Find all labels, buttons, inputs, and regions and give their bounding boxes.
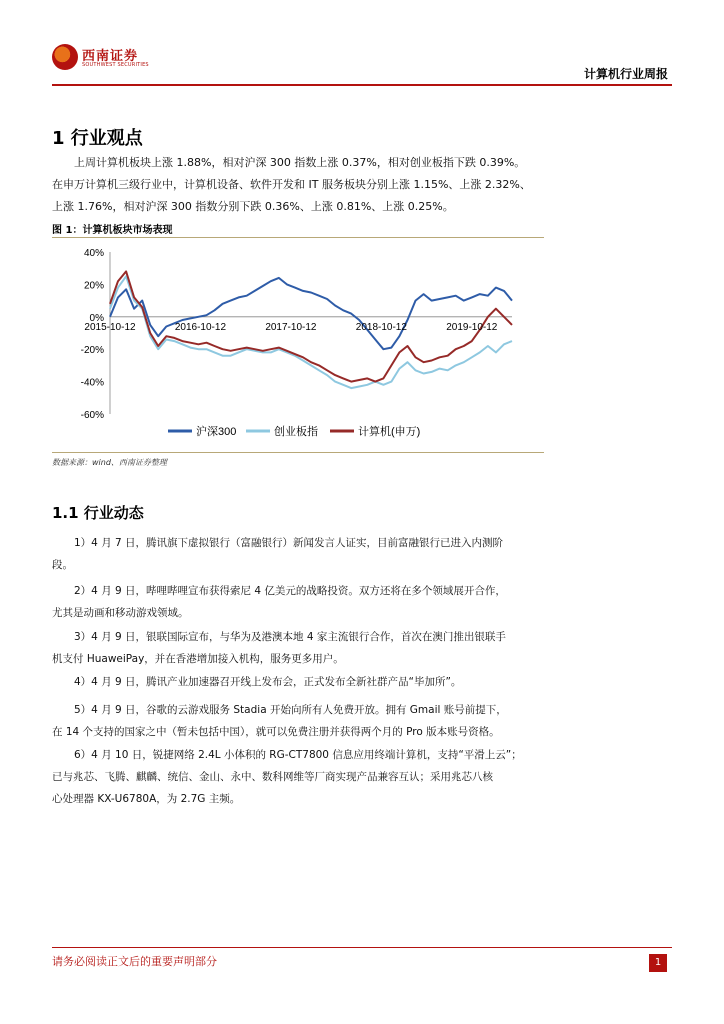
news-item <box>52 699 672 743</box>
news-line: 尤其是动画和移动游戏领域。 <box>52 607 189 619</box>
news-line: 2）4 月 9 日，哔哩哔哩宣布获得索尼 4 亿美元的战略投资。双方还将在多个领域展开合作， <box>74 585 506 597</box>
page-number: 1 <box>649 954 667 972</box>
figure-source: 数据来源：wind、西南证券整理 <box>52 458 167 467</box>
legend-label: 创业板指 <box>274 426 318 438</box>
y-tick-label: -60% <box>80 410 104 421</box>
y-tick-label: 20% <box>83 280 104 292</box>
news-line: 机支付 HuaweiPay，并在香港增加接入机构，服务更多用户。 <box>52 653 344 665</box>
y-tick-label: 40% <box>83 248 104 259</box>
logo-emblem-icon <box>52 44 78 70</box>
news-item <box>52 532 672 576</box>
x-tick-label: 2015-10-12 <box>84 321 136 333</box>
market-performance-chart <box>52 238 544 450</box>
x-tick-label: 2019-10-12 <box>446 321 498 333</box>
figure-caption: 图 1：计算机板块市场表现 <box>52 225 173 236</box>
news-line: 1）4 月 7 日，腾讯旗下虚拟银行（富融银行）新闻发言人证实，目前富融银行已进入内测阶 <box>74 537 504 549</box>
logo-chinese-name: 西南证券 <box>82 49 139 64</box>
x-tick-label: 2018-10-12 <box>355 321 407 333</box>
section-paragraph <box>52 152 672 218</box>
news-line: 3）4 月 9 日，银联国际宣布，与华为及港澳本地 4 家主流银行合作，首次在澳门推出银联手 <box>74 631 506 643</box>
footer-divider <box>52 947 672 948</box>
logo-english-name: SOUTHWEST SECURITIES <box>82 62 149 68</box>
news-item <box>52 626 672 670</box>
report-title: 计算机行业周报 <box>583 67 668 81</box>
y-tick-label: -20% <box>80 345 104 357</box>
figure-bottom-rule <box>52 452 544 453</box>
y-tick-label: 0% <box>89 312 104 324</box>
news-line: 5）4 月 9 日，谷歌的云游戏服务 Stadia 开始向所有人免费开放。拥有 Gmail 账号前提下， <box>74 704 507 716</box>
paragraph-line: 上涨 1.76%，相对沪深 300 指数分别下跌 0.36%、上涨 0.81%、上涨 0.25%。 <box>52 200 454 213</box>
news-line: 已与兆芯、飞腾、麒麟、统信、金山、永中、数科网维等厂商实现产品兼容互认；采用兆芯八核 <box>52 771 493 783</box>
news-item <box>52 744 672 810</box>
legend-label: 沪深300 <box>196 426 237 438</box>
paragraph-line: 在申万计算机三级行业中，计算机设备、软件开发和 IT 服务板块分别上涨 1.15%、上涨 2.32%、 <box>52 178 531 191</box>
section-heading: 1 行业观点 <box>52 128 143 149</box>
news-line: 心处理器 KX-U6780A，为 2.7G 主频。 <box>52 793 241 805</box>
series-line <box>110 278 512 349</box>
paragraph-line: 上周计算机板块上涨 1.88%，相对沪深 300 指数上涨 0.37%，相对创业板指下跌 0.39%。 <box>74 156 526 169</box>
news-line: 6）4 月 10 日，锐捷网络 2.4L 小体积的 RG-CT7800 信息应用终端计算机，支持“平滑上云”； <box>74 749 522 761</box>
news-line: 在 14 个支持的国家之中（暂未包括中国），就可以免费注册并获得两个月的 Pro 版本账号资格。 <box>52 726 500 738</box>
subsection-heading: 1.1 行业动态 <box>52 504 144 522</box>
company-logo <box>52 44 164 74</box>
news-item <box>52 671 672 693</box>
x-tick-label: 2017-10-12 <box>265 321 317 333</box>
legend-label: 计算机(申万) <box>358 426 421 438</box>
news-line: 4）4 月 9 日，腾讯产业加速器召开线上发布会，正式发布全新社群产品“毕加所”。 <box>74 676 462 688</box>
y-tick-label: -40% <box>80 377 104 389</box>
news-line: 段。 <box>52 559 73 571</box>
footer-disclaimer: 请务必阅读正文后的重要声明部分 <box>52 955 217 968</box>
header-divider <box>52 84 672 86</box>
x-tick-label: 2016-10-12 <box>174 321 227 333</box>
news-item <box>52 580 672 624</box>
